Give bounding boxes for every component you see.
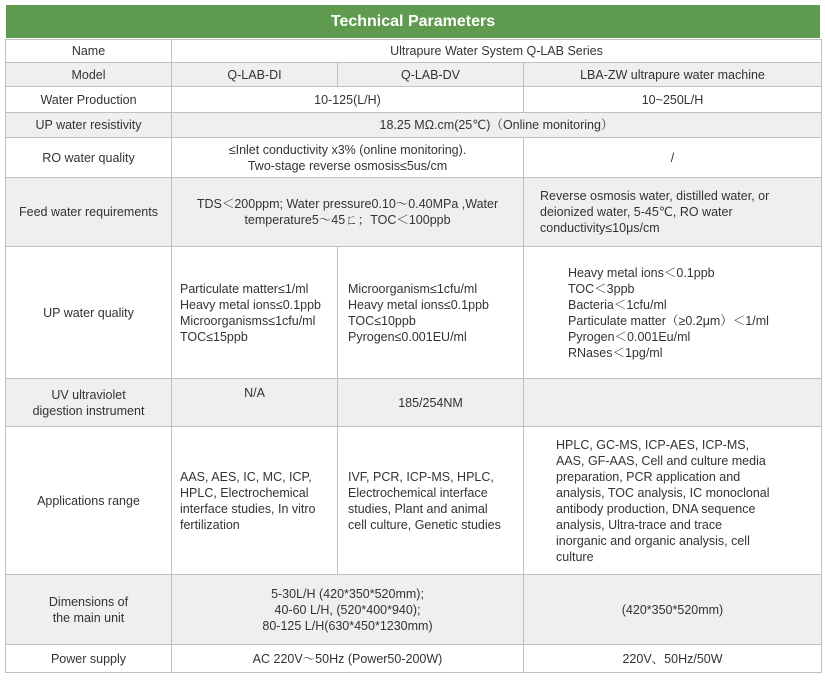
up-quality-lba [524, 247, 822, 379]
dimensions-line: 5-30L/H (420*350*520mm); [271, 586, 424, 601]
row-applications [6, 427, 822, 575]
applications-line: fertilization [180, 517, 240, 532]
applications-line: culture [556, 549, 594, 564]
label-up-quality: UP water quality [6, 247, 172, 379]
applications-line: antibody production, DNA sequence [556, 501, 756, 516]
up-quality-item: RNases＜1pg/ml [568, 345, 663, 360]
dimensions-line: 40-60 L/H, (520*400*940); [274, 602, 421, 617]
dimensions-qlab [172, 575, 524, 645]
ro-quality-qlab [172, 138, 524, 178]
label-uv-line: UV ultraviolet [51, 387, 126, 402]
label-uv-line: digestion instrument [32, 403, 145, 418]
dimensions-line: 80-125 L/H(630*450*1230mm) [262, 618, 433, 633]
label-feed-water: Feed water requirements [6, 178, 172, 247]
applications-line: analysis, Ultra-trace and trace [556, 517, 723, 532]
up-quality-item: Heavy metal ions≤0.1ppb [348, 297, 489, 312]
up-quality-item: Particulate matter（≥0.2μm）＜1/ml [568, 313, 769, 328]
applications-line: interface studies, In vitro [180, 501, 316, 516]
up-quality-dv [338, 247, 524, 379]
ro-quality-lba: / [524, 138, 822, 178]
up-quality-item: Pyrogen＜0.001Eu/ml [568, 329, 691, 344]
label-water-production: Water Production [6, 87, 172, 113]
feed-water-lba [524, 178, 822, 247]
ro-quality-line: Two-stage reverse osmosis≤5us/cm [247, 158, 448, 173]
row-model [6, 63, 822, 87]
row-up-quality [6, 247, 822, 379]
dimensions-lba: (420*350*520mm) [524, 575, 822, 645]
label-ro-quality: RO water quality [6, 138, 172, 178]
up-quality-item: Microorganism≤1cfu/ml [348, 281, 478, 296]
model-lba-zw: LBA-ZW ultrapure water machine [524, 63, 822, 87]
uv-dv: 185/254NM [338, 379, 524, 427]
up-quality-di [172, 247, 338, 379]
applications-line: analysis, TOC analysis, IC monoclonal [556, 485, 770, 500]
feed-water-line: Reverse osmosis water, distilled water, or [540, 189, 770, 203]
ro-quality-line: ≤Inlet conductivity x3% (online monitoring). [228, 142, 467, 157]
table-title: Technical Parameters [5, 4, 821, 39]
row-water-production [6, 87, 822, 113]
applications-line: HPLC, GC-MS, ICP-AES, ICP-MS, [556, 437, 750, 452]
row-power [6, 645, 822, 673]
feed-water-qlab [172, 178, 524, 247]
applications-line: studies, Plant and animal [348, 501, 488, 516]
row-dimensions [6, 575, 822, 645]
row-up-resistivity [6, 113, 822, 138]
up-quality-item: TOC≤15ppb [180, 329, 248, 344]
applications-line: HPLC, Electrochemical [180, 485, 309, 500]
applications-line: AAS, AES, IC, MC, ICP, [180, 469, 312, 484]
up-quality-item: Heavy metal ions＜0.1ppb [568, 265, 715, 280]
row-uv [6, 379, 822, 427]
label-up-resistivity: UP water resistivity [6, 113, 172, 138]
up-quality-item: Pyrogen≤0.001EU/ml [348, 329, 467, 344]
feed-water-line: TDS＜200ppm; Water pressure0.10～0.40MPa ,Water [196, 197, 499, 211]
water-production-qlab: 10-125(L/H) [172, 87, 524, 113]
power-qlab: AC 220V～50Hz (Power50-200W) [172, 645, 524, 673]
parameters-table [5, 39, 822, 673]
label-dimensions-line: Dimensions of [48, 594, 129, 609]
applications-lba [524, 427, 822, 575]
up-quality-item: Bacteria＜1cfu/ml [568, 297, 667, 312]
up-quality-item: Heavy metal ions≤0.1ppb [180, 297, 321, 312]
value-name: Ultrapure Water System Q-LAB Series [172, 40, 822, 63]
applications-line: cell culture, Genetic studies [348, 517, 501, 532]
model-q-lab-di: Q-LAB-DI [172, 63, 338, 87]
applications-dv [338, 427, 524, 575]
applications-line: Electrochemical interface [348, 485, 488, 500]
feed-water-line: temperature5～45ㄈ；TOC＜100ppb [244, 213, 451, 227]
applications-line: IVF, PCR, ICP-MS, HPLC, [348, 469, 494, 484]
applications-line: preparation, PCR application and [556, 469, 741, 484]
label-power: Power supply [6, 645, 172, 673]
row-ro-quality [6, 138, 822, 178]
up-quality-item: TOC≤10ppb [348, 313, 416, 328]
row-feed-water [6, 178, 822, 247]
uv-lba [524, 379, 822, 427]
feed-water-line: deionized water, 5-45℃, RO water [540, 205, 733, 219]
label-applications: Applications range [6, 427, 172, 575]
applications-di [172, 427, 338, 575]
label-uv [6, 379, 172, 427]
up-quality-item: Microorganisms≤1cfu/ml [180, 313, 316, 328]
label-model: Model [6, 63, 172, 87]
applications-line: AAS, GF-AAS, Cell and culture media [556, 453, 766, 468]
model-q-lab-dv: Q-LAB-DV [338, 63, 524, 87]
label-name: Name [6, 40, 172, 63]
up-quality-item: Particulate matter≤1/ml [180, 281, 309, 296]
uv-di: N/A [172, 379, 338, 427]
applications-line: inorganic and organic analysis, cell [556, 533, 750, 548]
power-lba: 220V、50Hz/50W [524, 645, 822, 673]
label-dimensions [6, 575, 172, 645]
water-production-lba: 10~250L/H [524, 87, 822, 113]
row-name [6, 40, 822, 63]
feed-water-line: conductivity≤10μs/cm [540, 221, 660, 235]
up-quality-item: TOC＜3ppb [568, 281, 635, 296]
technical-parameters-table-wrap [5, 4, 821, 673]
value-up-resistivity: 18.25 MΩ.cm(25℃)（Online monitoring） [172, 113, 822, 138]
label-dimensions-line: the main unit [52, 610, 125, 625]
